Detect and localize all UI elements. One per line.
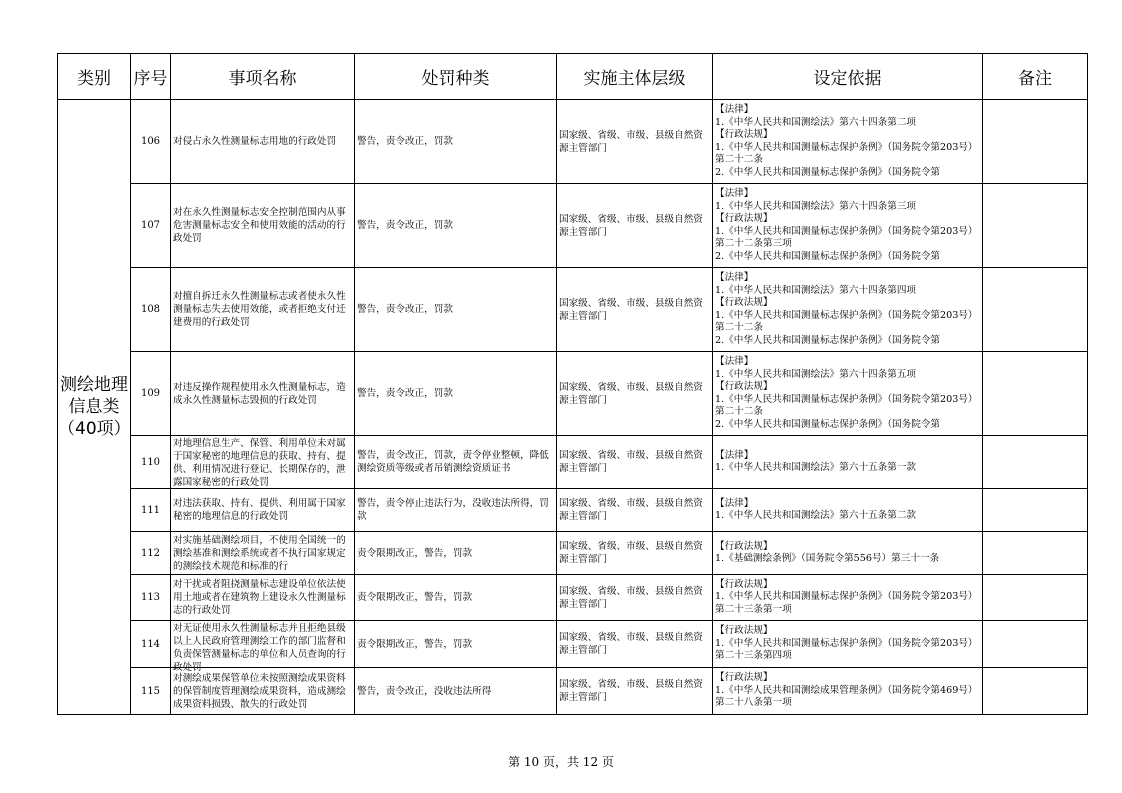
penalty-type: 警告，责令停止违法行为，没收违法所得，罚款	[357, 498, 549, 522]
row-number-cell: 106	[131, 100, 171, 184]
item-name: 对测绘成果保管单位未按照测绘成果资料的保管制度管理测绘成果资料，造成测绘成果资料损毁、散失的行政处罚	[173, 672, 346, 710]
authority-level-cell	[557, 575, 713, 621]
remark-cell	[983, 184, 1088, 268]
item-name-cell	[171, 436, 355, 489]
authority-level-cell	[557, 668, 713, 715]
authority-level: 国家级、省级、市级、县级自然资源主管部门	[559, 541, 703, 565]
penalty-type: 警告，责令改正，罚款，责令停业整顿，降低测绘资质等级或者吊销测绘资质证书	[357, 450, 549, 474]
penalty-table	[57, 53, 1088, 715]
penalty-type: 警告，责令改正，罚款	[357, 136, 453, 147]
remark-cell	[983, 489, 1088, 532]
remark-cell	[983, 352, 1088, 436]
legal-basis-cell	[713, 184, 983, 268]
table-header-row	[58, 54, 1088, 100]
row-number-cell: 114	[131, 621, 171, 668]
row-number-cell: 107	[131, 184, 171, 268]
row-number-cell: 113	[131, 575, 171, 621]
legal-basis-cell	[713, 268, 983, 352]
legal-basis-cell	[713, 532, 983, 575]
item-name: 对擅自拆迁永久性测量标志或者使永久性测量标志失去使用效能，或者拒绝支付迁建费用的行政处罚	[173, 291, 346, 328]
penalty-type-cell	[355, 436, 557, 489]
item-name: 对无证使用永久性测量标志并且拒绝县级以上人民政府管理测绘工作的部门监督和负责保管测量标志的单位和人员查询的行政处罚	[173, 622, 346, 673]
authority-level-cell	[557, 489, 713, 532]
legal-basis: 【法律】 1.《中华人民共和国测绘法》第六十四条第四项 【行政法规】 1.《中华人民共和国测量标志保护条例》（国务院令第203号）第二十二条 2.《中华人民共和国测量标志保护条例》（国务院令第	[715, 272, 978, 346]
row-number-cell: 108	[131, 268, 171, 352]
authority-level-cell	[557, 436, 713, 489]
table-row	[58, 532, 1088, 575]
authority-level-cell	[557, 352, 713, 436]
table-body	[58, 100, 1088, 715]
legal-basis: 【法律】 1.《中华人民共和国测绘法》第六十五条第二款	[715, 497, 917, 521]
table-row	[58, 621, 1088, 668]
remark-cell	[983, 436, 1088, 489]
penalty-type-cell	[355, 621, 557, 668]
authority-level-cell	[557, 532, 713, 575]
item-name-cell	[171, 621, 355, 673]
authority-level: 国家级、省级、市级、县级自然资源主管部门	[559, 498, 703, 522]
authority-level-cell	[557, 621, 713, 668]
row-number-cell: 109	[131, 352, 171, 436]
penalty-type: 警告，责令改正，罚款	[357, 304, 453, 315]
legal-basis-cell	[713, 100, 983, 184]
header-penalty-type: 处罚种类	[355, 54, 557, 100]
authority-level-cell	[557, 184, 713, 268]
authority-level: 国家级、省级、市级、县级自然资源主管部门	[559, 213, 703, 238]
table-row	[58, 100, 1088, 184]
legal-basis: 【法律】 1.《中华人民共和国测绘法》第六十五条第一款	[715, 449, 917, 473]
legal-basis-cell	[713, 352, 983, 436]
remark-cell	[983, 532, 1088, 575]
item-name-cell	[171, 668, 355, 715]
item-name-cell	[171, 268, 355, 352]
legal-basis: 【行政法规】 1.《中华人民共和国测量标志保护条例》（国务院令第203号）第二十三条第一项	[715, 578, 978, 615]
penalty-type: 警告，责令改正，罚款	[357, 388, 453, 399]
table-row	[58, 668, 1088, 715]
penalty-type: 警告，责令改正，没收违法所得	[357, 685, 492, 697]
authority-level: 国家级、省级、市级、县级自然资源主管部门	[559, 381, 703, 406]
authority-level-cell	[557, 268, 713, 352]
item-name: 对干扰或者阻挠测量标志建设单位依法使用土地或者在建筑物上建设永久性测量标志的行政处罚	[173, 579, 346, 616]
authority-level: 国家级、省级、市级、县级自然资源主管部门	[559, 129, 703, 154]
legal-basis-cell	[713, 575, 983, 621]
item-name: 对在永久性测量标志安全控制范围内从事危害测量标志安全和使用效能的活动的行政处罚	[173, 207, 346, 244]
item-name-cell	[171, 184, 355, 268]
legal-basis: 【法律】 1.《中华人民共和国测绘法》第六十四条第五项 【行政法规】 1.《中华人民共和国测量标志保护条例》（国务院令第203号）第二十二条 2.《中华人民共和国测量标志保护条例》（国务院令第	[715, 356, 978, 430]
item-name: 对实施基础测绘项目，不使用全国统一的测绘基准和测绘系统或者不执行国家规定的测绘技术规范和标准的行	[173, 534, 346, 572]
penalty-type-cell	[355, 489, 557, 532]
category-cell: 测绘地理信息类（40项）	[58, 100, 131, 715]
legal-basis-cell	[713, 489, 983, 532]
item-name-cell	[171, 100, 355, 184]
penalty-type: 责令限期改正，警告，罚款	[357, 638, 473, 650]
legal-basis: 【行政法规】 1.《中华人民共和国测绘成果管理条例》（国务院令第469号）第二十八条第一项	[715, 672, 978, 709]
penalty-type-cell	[355, 352, 557, 436]
table-row	[58, 352, 1088, 436]
legal-basis-cell	[713, 668, 983, 715]
legal-basis-cell	[713, 436, 983, 489]
authority-level: 国家级、省级、市级、县级自然资源主管部门	[559, 585, 703, 610]
header-authority-level: 实施主体层级	[557, 54, 713, 100]
item-name-cell	[171, 532, 355, 575]
item-name: 对违法获取、持有、提供、利用属于国家秘密的地理信息的行政处罚	[173, 498, 346, 522]
item-name: 对侵占永久性测量标志用地的行政处罚	[173, 136, 337, 147]
header-number: 序号	[131, 54, 171, 100]
table-row	[58, 575, 1088, 621]
authority-level: 国家级、省级、市级、县级自然资源主管部门	[559, 679, 703, 703]
item-name: 对违反操作规程使用永久性测量标志，造成永久性测量标志毁损的行政处罚	[173, 381, 346, 406]
item-name-cell	[171, 575, 355, 621]
legal-basis: 【行政法规】 1.《基础测绘条例》（国务院令第556号）第三十一条	[715, 540, 940, 564]
row-number-cell: 110	[131, 436, 171, 489]
penalty-type-cell	[355, 532, 557, 575]
penalty-type-cell	[355, 268, 557, 352]
remark-cell	[983, 621, 1088, 668]
penalty-type: 责令限期改正，警告，罚款	[357, 547, 473, 559]
legal-basis: 【行政法规】 1.《中华人民共和国测量标志保护条例》（国务院令第203号）第二十三条第四项	[715, 625, 978, 662]
item-name: 对地理信息生产、保管、利用单位未对属于国家秘密的地理信息的获取、持有、提供、利用情况进行登记、长期保存的，泄露国家秘密的行政处罚	[173, 437, 346, 488]
row-number-cell: 115	[131, 668, 171, 715]
row-number-cell: 111	[131, 489, 171, 532]
remark-cell	[983, 575, 1088, 621]
penalty-type-cell	[355, 575, 557, 621]
authority-level-cell	[557, 100, 713, 184]
penalty-type-cell	[355, 100, 557, 184]
legal-basis: 【法律】 1.《中华人民共和国测绘法》第六十四条第三项 【行政法规】 1.《中华人民共和国测量标志保护条例》（国务院令第203号）第二十二条第三项 2.《中华人民共和国测量标志保护条例》（国务院令第	[715, 188, 978, 262]
remark-cell	[983, 100, 1088, 184]
row-number-cell: 112	[131, 532, 171, 575]
table-row	[58, 268, 1088, 352]
penalty-type-cell	[355, 184, 557, 268]
penalty-type: 责令限期改正，警告，罚款	[357, 592, 473, 603]
authority-level: 国家级、省级、市级、县级自然资源主管部门	[559, 632, 703, 656]
legal-basis-cell	[713, 621, 983, 668]
penalty-type-cell	[355, 668, 557, 715]
penalty-type: 警告，责令改正，罚款	[357, 220, 453, 231]
item-name-cell	[171, 352, 355, 436]
table-row	[58, 184, 1088, 268]
header-category: 类别	[58, 54, 131, 100]
table-row	[58, 436, 1088, 489]
authority-level: 国家级、省级、市级、县级自然资源主管部门	[559, 450, 703, 474]
item-name-cell	[171, 489, 355, 532]
legal-basis: 【法律】 1.《中华人民共和国测绘法》第六十四条第二项 【行政法规】 1.《中华人民共和国测量标志保护条例》（国务院令第203号）第二十二条 2.《中华人民共和国测量标志保护条例》（国务院令第	[715, 104, 978, 178]
header-item-name: 事项名称	[171, 54, 355, 100]
page-footer: 第 10 页，共 12 页	[508, 755, 614, 769]
table-row	[58, 489, 1088, 532]
remark-cell	[983, 268, 1088, 352]
remark-cell	[983, 668, 1088, 715]
authority-level: 国家级、省级、市级、县级自然资源主管部门	[559, 297, 703, 322]
header-legal-basis: 设定依据	[713, 54, 983, 100]
header-remark: 备注	[983, 54, 1088, 100]
